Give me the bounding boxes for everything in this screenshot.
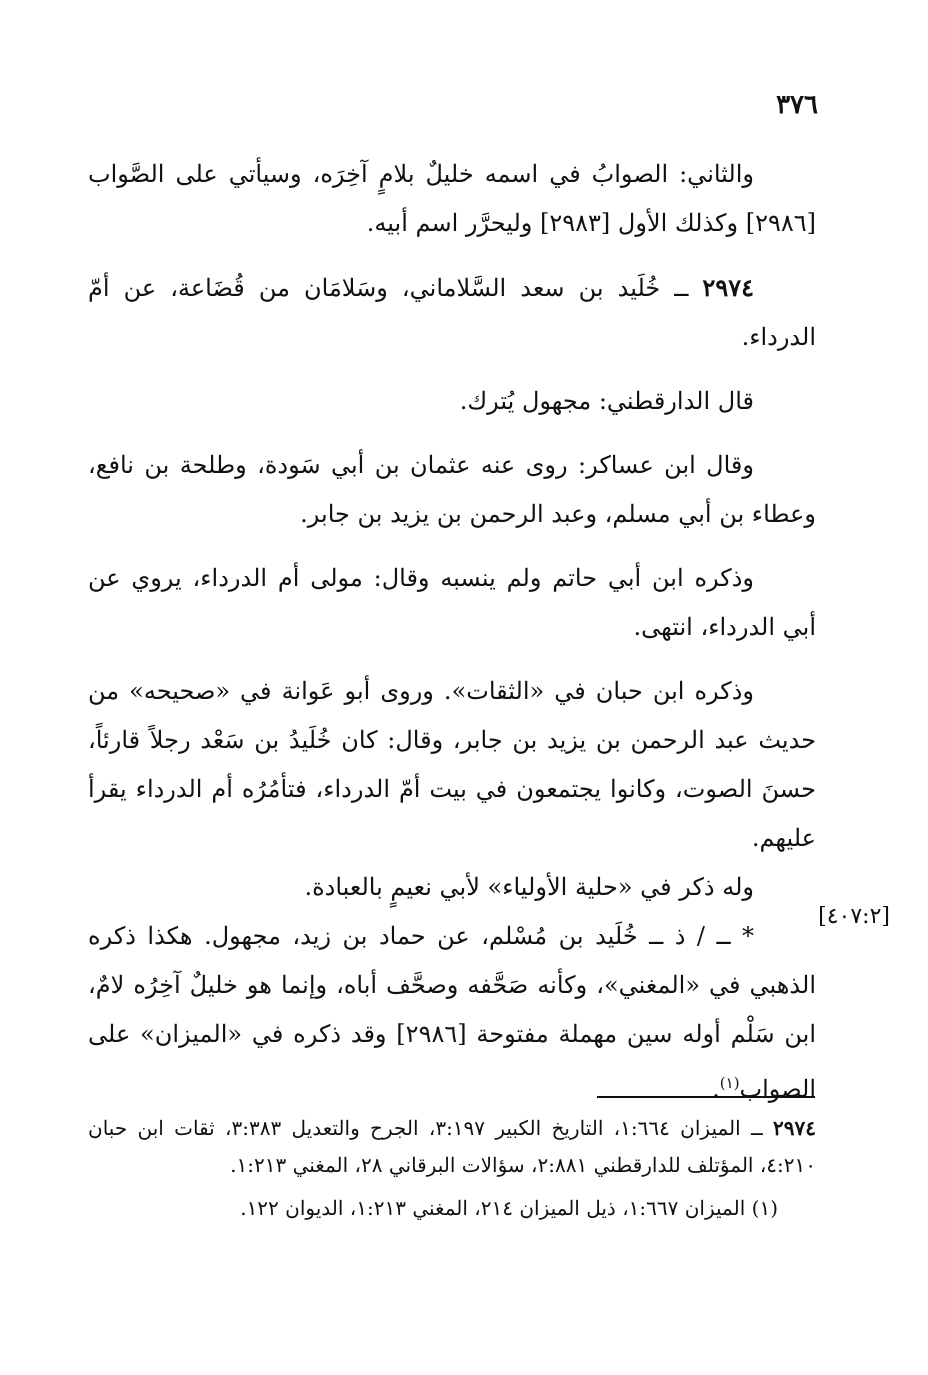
entry-khulayd-muslim (88, 912, 816, 1114)
page-number: ٣٧٦ (776, 90, 818, 120)
footnote-number: (١) (751, 1196, 778, 1220)
entry-star-text: * ــ / ذ ــ خُلَيد بن مُسْلم، عن حماد بن زيد، مجهول. هكذا ذكره الذهبي في «المغني»، وكأنه صَحَّفه وصحَّف أباه، وإنما هو خليلٌ آخِرُه لامٌ، ابن سَلْم أوله سين مهملة مفتوحة [٢٩٨٦] وقد ذكره في «الميزان» على الصواب (88, 922, 816, 1103)
footnotes (88, 1110, 816, 1233)
paragraph-hilya: وله ذكر في «حلية الأولياء» لأبي نعيمٍ بالعبادة. (304, 873, 754, 901)
paragraph-daraqutni: قال الدارقطني: مجهول يُترك. (459, 387, 754, 415)
paragraph-ibn-abi-hatim: وذكره ابن أبي حاتم ولم ينسبه وقال: مولى أم الدرداء، يروي عن أبي الدرداء، انتهى. (88, 564, 816, 641)
footnote-1 (88, 1190, 816, 1227)
paragraph-ibn-hibban: وذكره ابن حبان في «الثقات». وروى أبو عَوانة في «صحيحه» من حديث عبد الرحمن بن يزيد بن جابر، وقال: كان خُلَيدُ بن سَعْد رجلاً قارئاً، حسنَ الصوت، وكانوا يجتمعون في بيت أمّ الدرداء، فتأمُرُه أم الدرداء يقرأ عليهم. (88, 677, 816, 852)
footnote-text: ــ الميزان ١:٦٦٤، التاريخ الكبير ٣:١٩٧، الجرح والتعديل ٣:٣٨٣، ثقات ابن حبان ٤:٢١٠، المؤتلف للدارقطني ٢:٨٨١، سؤالات البرقاني ٢٨، المغني ١:٢١٣. (88, 1116, 816, 1177)
margin-reference: [٤٠٧:٢] (818, 904, 890, 929)
footnote-text: الميزان ١:٦٦٧، ذيل الميزان ٢١٤، المغني ١:٢١٣، الديوان ١٢٢. (240, 1196, 746, 1220)
footnote-2974 (88, 1110, 816, 1184)
footnote-marker[interactable]: (١) (719, 1074, 740, 1092)
paragraph-ibn-asakir: وقال ابن عساكر: روى عنه عثمان بن أبي سَودة، وطلحة بن نافع، وعطاء بن أبي مسلم، وعبد الرحمن بن يزيد بن جابر. (88, 451, 816, 528)
entry-star-end: . (712, 1075, 720, 1103)
footnote-divider (597, 1096, 815, 1098)
main-text (88, 150, 816, 1129)
footnote-number: ٢٩٧٤ (773, 1116, 816, 1140)
entry-number: ٢٩٧٤ (702, 273, 754, 302)
entry-2974 (88, 263, 816, 362)
paragraph-continuation: والثاني: الصوابُ في اسمه خليلٌ بلامٍ آخِرَه، وسيأتي على الصَّواب [٢٩٨٦] وكذلك الأول [٢٩٨٣] وليحرَّر اسم أبيه. (88, 160, 816, 237)
entry-text: ــ خُلَيد بن سعد السَّلاماني، وسَلامَان من قُضَاعة، عن أمّ الدرداء. (88, 274, 816, 351)
